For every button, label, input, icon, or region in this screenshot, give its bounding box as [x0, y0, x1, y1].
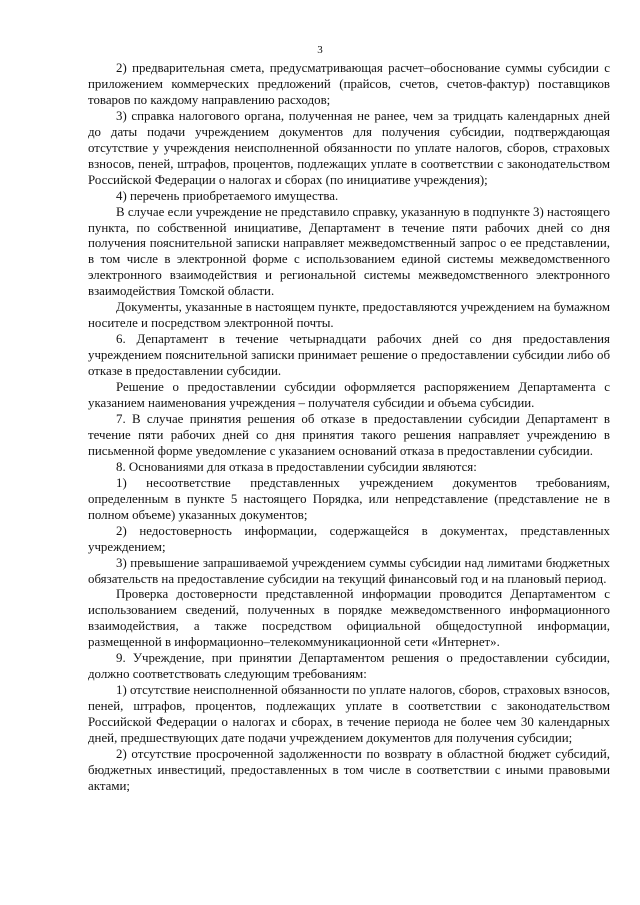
paragraph-refusal-ground-2: 2) недостоверность информации, содержащейся в документах, представленных учреждением; — [88, 523, 610, 554]
paragraph-decision-order: Решение о предоставлении субсидии оформляется распоряжением Департамента с указанием наименования учреждения – получателя субсидии и объема субсидии. — [88, 380, 610, 411]
paragraph-verification: Проверка достоверности представленной информации проводится Департаментом с использованием сведений, полученных в порядке межведомственного информационного взаимодействия, а также посредством официальной общедоступной информации, размещенной в информационно–телекоммуникационной сети «Интернет». — [88, 587, 610, 650]
paragraph-item-8: 8. Основаниями для отказа в предоставлении субсидии являются: — [116, 459, 477, 474]
paragraph-item-6: 6. Департамент в течение четырнадцати рабочих дней со дня предоставления учреждением пояснительной записки принимает решение о предоставлении субсидии либо об отказе в предоставлении субсидии. — [88, 332, 610, 379]
page-number: 3 — [317, 44, 323, 56]
paragraph-tax-certificate: 3) справка налогового органа, полученная не ранее, чем за тридцать календарных дней до даты подачи учреждением документов для получения субсидии, подтверждающая отсутствие у учреждения неисполненной обязанности по уплате налогов, сборов, страховых взносов, пеней, штрафов, процентов, подлежащих уплате в соответствии с законодательством Российской Федерации о налогах и сборах (по инициативе учреждения); — [88, 108, 610, 187]
paragraph-refusal-ground-1: 1) несоответствие представленных учреждением документов требованиям, определенным в пункте 5 настоящего Порядка, или непредставление (представление не в полном объеме) указанных документов; — [88, 475, 610, 522]
paragraph-interagency-request: В случае если учреждение не представило справку, указанную в подпункте 3) настоящего пункта, по собственной инициативе, Департамент в течение пяти рабочих дней со дня получения пояснительной записки направляет межведомственный запрос о ее представлении, в том числе в электронной форме с использованием единой системы межведомственного электронного взаимодействия и региональной системы межведомственного электронного взаимодействия Томской области. — [88, 204, 610, 299]
paragraph-property-list: 4) перечень приобретаемого имущества. — [116, 188, 339, 203]
paragraph-item-7: 7. В случае принятия решения об отказе в предоставлении субсидии Департамент в течение пяти рабочих дней со дня принятия такого решения направляет учреждению в письменной форме уведомление с указанием оснований отказа в предоставлении субсидии. — [88, 411, 610, 458]
paragraph-refusal-ground-3: 3) превышение запрашиваемой учреждением суммы субсидии над лимитами бюджетных обязательств на предоставление субсидии на текущий финансовый год и на плановый период. — [88, 555, 610, 586]
paragraph-item-9: 9. Учреждение, при принятии Департаментом решения о предоставлении субсидии, должно соответствовать следующим требованиям: — [88, 651, 610, 682]
paragraph-requirement-2: 2) отсутствие просроченной задолженности по возврату в областной бюджет субсидий, бюджетных инвестиций, предоставленных в том числе в соответствии с иными правовыми актами; — [88, 746, 610, 793]
paragraph-documents-format: Документы, указанные в настоящем пункте, предоставляются учреждением на бумажном носителе и посредством электронной почты. — [88, 300, 610, 331]
document-body — [88, 61, 610, 795]
paragraph-requirement-1: 1) отсутствие неисполненной обязанности по уплате налогов, сборов, страховых взносов, пеней, штрафов, процентов, подлежащих уплате в соответствии с законодательством Российской Федерации о налогах и сборах, в течение периода не более чем 30 календарных дней, предшествующих дате подачи учреждением документов для получения субсидии; — [88, 683, 610, 746]
paragraph-estimate: 2) предварительная смета, предусматривающая расчет–обоснование суммы субсидии с приложением коммерческих предложений (прайсов, счетов, счетов-фактур) поставщиков товаров по каждому направлению расходов; — [88, 61, 610, 107]
